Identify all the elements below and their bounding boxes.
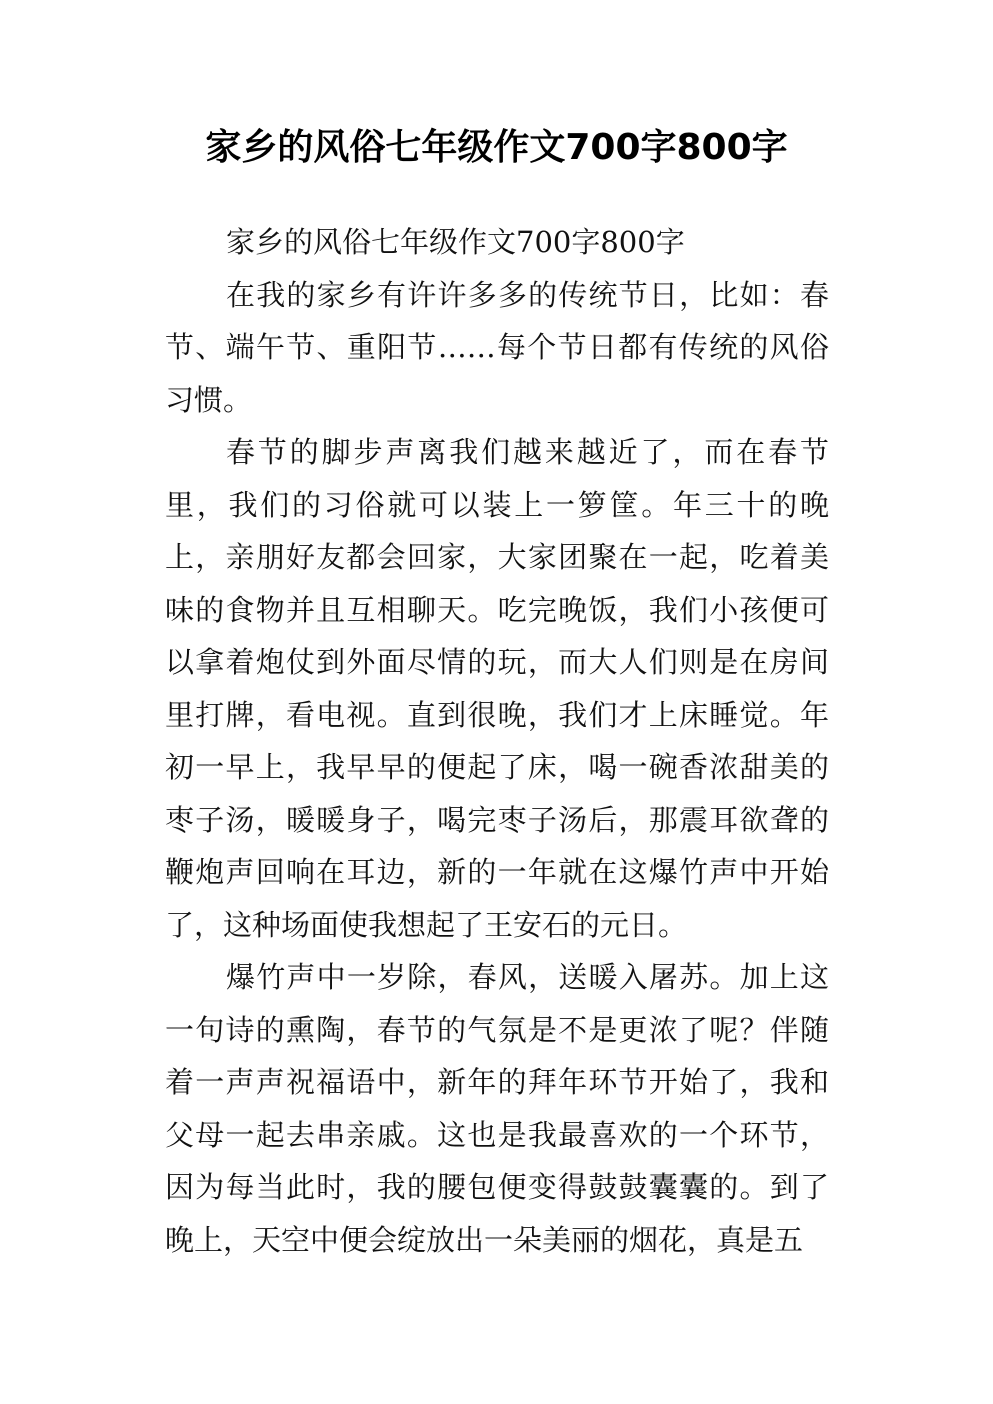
paragraph-spring-festival: 春节的脚步声离我们越来越近了，而在春节里，我们的习俗就可以装上一箩筐。年三十的晚上，亲朋好友都会回家，大家团聚在一起，吃着美味的食物并且互相聊天。吃完晚饭，我们小孩便可以拿着炮仗到外面尽情的玩，而大人们则是在房间里打牌，看电视。直到很晚，我们才上床睡觉。年初一早上，我早早的便起了床，喝一碗香浓甜美的枣子汤，暖暖身子，喝完枣子汤后，那震耳欲聋的鞭炮声回响在耳边，新的一年就在这爆竹声中开始了，这种场面使我想起了王安石的元日。	[165, 435, 829, 942]
paragraph-intro: 在我的家乡有许许多多的传统节日，比如：春节、端午节、重阳节……每个节日都有传统的风俗习惯。	[165, 277, 829, 417]
paragraph-new-year-greetings: 爆竹声中一岁除，春风，送暖入屠苏。加上这一句诗的熏陶，春节的气氛是不是更浓了呢？伴随着一声声祝福语中，新年的拜年环节开始了，我和父母一起去串亲戚。这也是我最喜欢的一个环节，因为每当此时，我的腰包便变得鼓鼓囊囊的。到了晚上，天空中便会绽放出一朵美丽的烟花，真是五	[165, 960, 829, 1257]
document-title: 家乡的风俗七年级作文700字800字	[205, 127, 788, 168]
document-body	[165, 216, 829, 1266]
paragraph-subtitle: 家乡的风俗七年级作文700字800字	[226, 225, 685, 259]
